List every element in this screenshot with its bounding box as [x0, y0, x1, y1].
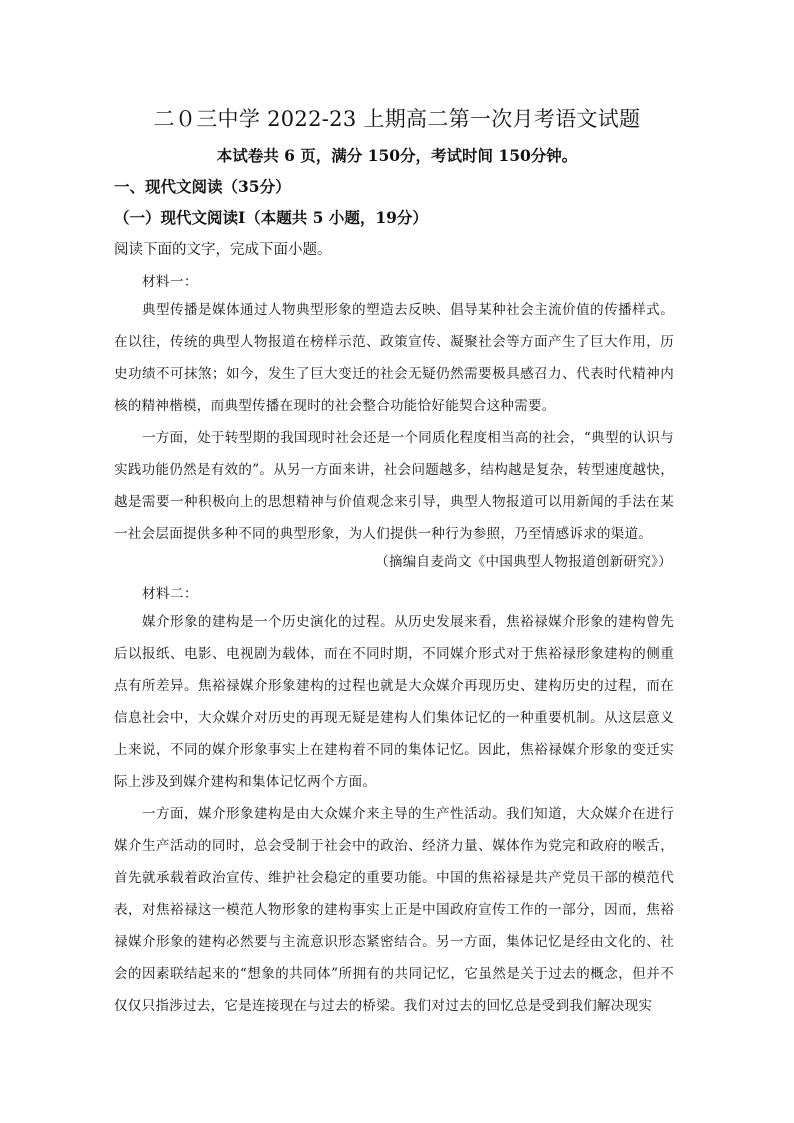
material-one-paragraph-2: 一方面，处于转型期的我国现时社会还是一个同质化程度相当高的社会，“典型的认识与实践功能仍然是有效的”。从另一方面来讲，社会问题越多，结构越是复杂，转型速度越快，越是需要一种积极向上的思想精神与价值观念来引导，典型人物报道可以用新闻的手法在某一社会层面提供多种不同的典型形象，为人们提供一种行为参照，乃至情感诉求的渠道。 — [114, 430, 674, 542]
subsection-heading: （一）现代文阅读Ⅰ（本题共 5 小题，19分） — [114, 208, 428, 227]
section-heading: 一、现代文阅读（35分） — [114, 177, 291, 196]
material-one-paragraph-1: 典型传播是媒体通过人物典型形象的塑造去反映、倡导某种社会主流价值的传播样式。在以往，传统的典型人物报道在榜样示范、政策宣传、凝聚社会等方面产生了巨大作用，历史功绩不可抹煞；如今，发生了巨大变迁的社会无疑仍然需要极具感召力、代表时代精神内核的精神楷模，而典型传播在现时的社会整合功能恰好能契合这种需要。 — [114, 302, 674, 414]
reading-instruction: 阅读下面的文字，完成下面小题。 — [114, 242, 332, 258]
material-one-label: 材料一： — [142, 274, 198, 290]
material-two-label: 材料二： — [142, 586, 198, 602]
material-two-paragraph-2: 一方面，媒介形象建构是由大众媒介来主导的生产性活动。我们知道，大众媒介在进行媒介生产活动的同时，总会受制于社会中的政治、经济力量、媒体作为党完和政府的喉舌，首先就承载着政治宣传、维护社会稳定的重要功能。中国的焦裕禄是共产党员干部的模范代表，对焦裕禄这一模范人物形象的建构事实上正是中国政府宣传工作的一部分，因而，焦裕禄媒介形象的建构必然要与主流意识形态紧密结合。另一方面，集体记忆是经由文化的、社会的因素联结起来的“想象的共同体”所拥有的共同记忆，它虽然是关于过去的概念，但并不仅仅只指涉过去，它是连接现在与过去的桥梁。我们对过去的回忆总是受到我们解决现实 — [114, 806, 674, 1014]
material-one-source: （摘编自麦尚文《中国典型人物报道创新研究》） — [375, 554, 672, 570]
material-two-paragraph-1: 媒介形象的建构是一个历史演化的过程。从历史发展来看，焦裕禄媒介形象的建构曾先后以报纸、电影、电视剧为载体，而在不同时期，不同媒介形式对于焦裕禄形象建构的侧重点有所差异。焦裕禄媒介形象建构的过程也就是大众媒介再现历史、建构历史的过程，而在信息社会中，大众媒介对历史的再现无疑是建构人们集体记忆的一种重要机制。从这层意义上来说，不同的媒介形象事实上在建构着不同的集体记忆。因此，焦裕禄媒介形象的变迁实际上涉及到媒介建构和集体记忆两个方面。 — [114, 614, 674, 790]
exam-title: 二０三中学 2022-23 上期高二第一次月考语文试题 — [153, 107, 641, 131]
exam-subtitle: 本试卷共 6 页，满分 150分，考试时间 150分钟。 — [216, 146, 578, 165]
